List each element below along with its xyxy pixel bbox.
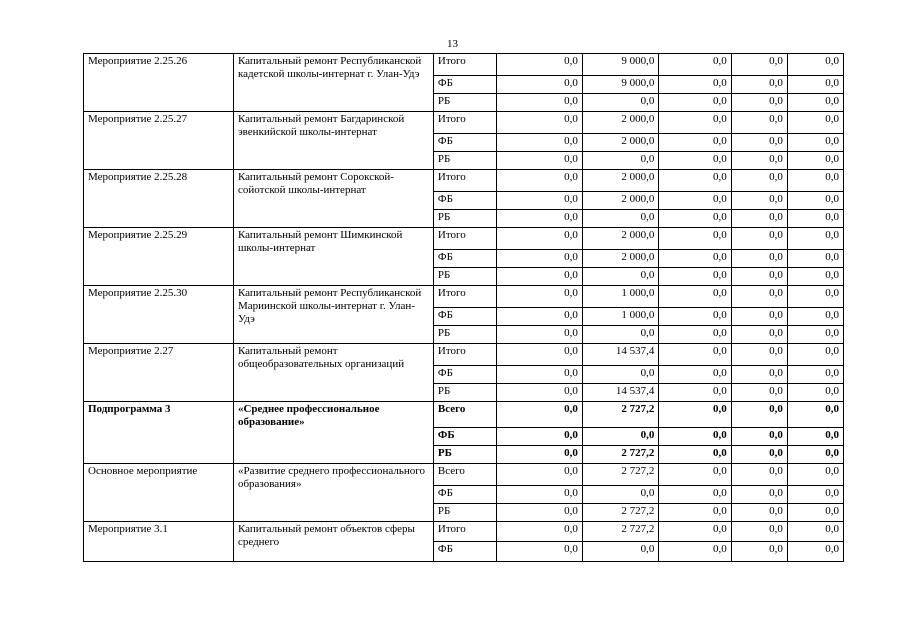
funding-type: ФБ (433, 134, 496, 152)
amount-cell: 0,0 (497, 250, 583, 268)
amount-cell: 0,0 (787, 464, 843, 486)
amount-cell: 14 537,4 (582, 384, 659, 402)
row-label: Подпрограмма 3 (84, 402, 234, 464)
amount-cell: 2 000,0 (582, 170, 659, 192)
amount-cell: 0,0 (787, 326, 843, 344)
amount-cell: 0,0 (497, 428, 583, 446)
amount-cell: 0,0 (497, 192, 583, 210)
funding-type: Итого (433, 170, 496, 192)
amount-cell: 0,0 (497, 152, 583, 170)
funding-type: ФБ (433, 486, 496, 504)
amount-cell: 0,0 (731, 366, 787, 384)
funding-type: ФБ (433, 542, 496, 562)
amount-cell: 2 000,0 (582, 134, 659, 152)
funding-type: РБ (433, 326, 496, 344)
amount-cell: 2 727,2 (582, 402, 659, 428)
amount-cell: 0,0 (731, 54, 787, 76)
amount-cell: 0,0 (787, 486, 843, 504)
amount-cell: 0,0 (731, 446, 787, 464)
amount-cell: 0,0 (659, 286, 731, 308)
amount-cell: 2 727,2 (582, 522, 659, 542)
amount-cell: 0,0 (659, 210, 731, 228)
amount-cell: 0,0 (659, 464, 731, 486)
amount-cell: 0,0 (787, 308, 843, 326)
row-description: Капитальный ремонт объектов сферы среднего (233, 522, 433, 562)
amount-cell: 0,0 (787, 250, 843, 268)
table-body (84, 54, 844, 562)
row-label: Мероприятие 2.25.28 (84, 170, 234, 228)
amount-cell: 0,0 (731, 344, 787, 366)
amount-cell: 0,0 (582, 326, 659, 344)
table-row (84, 54, 844, 76)
amount-cell: 0,0 (787, 152, 843, 170)
amount-cell: 0,0 (659, 384, 731, 402)
amount-cell: 0,0 (787, 134, 843, 152)
amount-cell: 0,0 (731, 522, 787, 542)
amount-cell: 0,0 (787, 366, 843, 384)
amount-cell: 0,0 (787, 170, 843, 192)
row-description: Капитальный ремонт общеобразовательных организаций (233, 344, 433, 402)
amount-cell: 2 000,0 (582, 112, 659, 134)
amount-cell: 0,0 (497, 308, 583, 326)
funding-type: Итого (433, 112, 496, 134)
amount-cell: 0,0 (659, 152, 731, 170)
amount-cell: 0,0 (659, 112, 731, 134)
amount-cell: 0,0 (787, 54, 843, 76)
funding-type: Итого (433, 54, 496, 76)
amount-cell: 0,0 (731, 268, 787, 286)
amount-cell: 0,0 (787, 384, 843, 402)
row-label: Мероприятие 3.1 (84, 522, 234, 562)
amount-cell: 0,0 (787, 228, 843, 250)
amount-cell: 0,0 (659, 542, 731, 562)
amount-cell: 0,0 (497, 522, 583, 542)
funding-type: РБ (433, 210, 496, 228)
amount-cell: 0,0 (497, 94, 583, 112)
amount-cell: 0,0 (731, 402, 787, 428)
amount-cell: 0,0 (787, 344, 843, 366)
row-label: Мероприятие 2.25.27 (84, 112, 234, 170)
amount-cell: 0,0 (497, 268, 583, 286)
funding-type: ФБ (433, 250, 496, 268)
amount-cell: 0,0 (787, 446, 843, 464)
amount-cell: 0,0 (787, 522, 843, 542)
amount-cell: 0,0 (731, 486, 787, 504)
table-row (84, 402, 844, 428)
page-number: 13 (447, 38, 458, 50)
amount-cell: 0,0 (497, 326, 583, 344)
funding-type: РБ (433, 152, 496, 170)
amount-cell: 0,0 (731, 286, 787, 308)
amount-cell: 0,0 (659, 228, 731, 250)
amount-cell: 0,0 (787, 76, 843, 94)
row-description: Капитальный ремонт Шимкинской школы-интернат (233, 228, 433, 286)
amount-cell: 0,0 (497, 504, 583, 522)
funding-type: Итого (433, 522, 496, 542)
amount-cell: 0,0 (659, 428, 731, 446)
amount-cell: 0,0 (582, 542, 659, 562)
amount-cell: 9 000,0 (582, 54, 659, 76)
amount-cell: 2 727,2 (582, 504, 659, 522)
funding-type: РБ (433, 384, 496, 402)
amount-cell: 0,0 (659, 250, 731, 268)
amount-cell: 2 000,0 (582, 228, 659, 250)
row-label: Мероприятие 2.25.30 (84, 286, 234, 344)
funding-type: Всего (433, 464, 496, 486)
amount-cell: 0,0 (659, 54, 731, 76)
amount-cell: 0,0 (787, 428, 843, 446)
funding-type: РБ (433, 268, 496, 286)
amount-cell: 0,0 (497, 384, 583, 402)
row-description: Капитальный ремонт Сорокской-сойотской школы-интернат (233, 170, 433, 228)
amount-cell: 0,0 (582, 210, 659, 228)
amount-cell: 0,0 (582, 428, 659, 446)
row-description: Капитальный ремонт Республиканской Мариинской школы-интернат г. Улан-Удэ (233, 286, 433, 344)
funding-type: Всего (433, 402, 496, 428)
amount-cell: 0,0 (731, 192, 787, 210)
amount-cell: 0,0 (659, 344, 731, 366)
amount-cell: 0,0 (787, 542, 843, 562)
amount-cell: 0,0 (731, 504, 787, 522)
row-description: Капитальный ремонт Багдаринской эвенкийской школы-интернат (233, 112, 433, 170)
table-row (84, 522, 844, 542)
amount-cell: 0,0 (731, 228, 787, 250)
amount-cell: 0,0 (659, 446, 731, 464)
amount-cell: 0,0 (787, 94, 843, 112)
amount-cell: 1 000,0 (582, 286, 659, 308)
amount-cell: 0,0 (582, 486, 659, 504)
amount-cell: 0,0 (659, 308, 731, 326)
amount-cell: 0,0 (731, 210, 787, 228)
amount-cell: 0,0 (787, 210, 843, 228)
amount-cell: 0,0 (659, 486, 731, 504)
amount-cell: 0,0 (787, 192, 843, 210)
amount-cell: 0,0 (731, 250, 787, 268)
amount-cell: 0,0 (497, 486, 583, 504)
amount-cell: 0,0 (787, 504, 843, 522)
amount-cell: 0,0 (731, 134, 787, 152)
amount-cell: 0,0 (659, 76, 731, 94)
table-row (84, 286, 844, 308)
amount-cell: 2 727,2 (582, 446, 659, 464)
amount-cell: 0,0 (731, 112, 787, 134)
amount-cell: 0,0 (497, 402, 583, 428)
amount-cell: 0,0 (659, 504, 731, 522)
amount-cell: 0,0 (659, 268, 731, 286)
amount-cell: 14 537,4 (582, 344, 659, 366)
amount-cell: 0,0 (731, 464, 787, 486)
amount-cell: 0,0 (731, 308, 787, 326)
funding-type: ФБ (433, 192, 496, 210)
funding-type: Итого (433, 344, 496, 366)
amount-cell: 0,0 (497, 76, 583, 94)
amount-cell: 0,0 (731, 76, 787, 94)
amount-cell: 0,0 (497, 464, 583, 486)
amount-cell: 0,0 (659, 192, 731, 210)
amount-cell: 0,0 (659, 134, 731, 152)
funding-type: ФБ (433, 428, 496, 446)
amount-cell: 0,0 (497, 112, 583, 134)
amount-cell: 0,0 (731, 384, 787, 402)
amount-cell: 0,0 (659, 402, 731, 428)
amount-cell: 0,0 (582, 268, 659, 286)
row-description: «Развитие среднего профессионального образования» (233, 464, 433, 522)
amount-cell: 0,0 (497, 344, 583, 366)
row-description: Капитальный ремонт Республиканской кадетской школы-интернат г. Улан-Удэ (233, 54, 433, 112)
funding-type: ФБ (433, 76, 496, 94)
amount-cell: 0,0 (582, 94, 659, 112)
amount-cell: 2 000,0 (582, 250, 659, 268)
amount-cell: 0,0 (659, 522, 731, 542)
amount-cell: 0,0 (497, 170, 583, 192)
row-label: Мероприятие 2.25.26 (84, 54, 234, 112)
amount-cell: 0,0 (497, 542, 583, 562)
table-row (84, 228, 844, 250)
funding-type: РБ (433, 446, 496, 464)
amount-cell: 0,0 (659, 366, 731, 384)
row-label: Мероприятие 2.25.29 (84, 228, 234, 286)
amount-cell: 0,0 (497, 210, 583, 228)
amount-cell: 0,0 (731, 94, 787, 112)
amount-cell: 2 000,0 (582, 192, 659, 210)
table-row (84, 344, 844, 366)
amount-cell: 0,0 (731, 542, 787, 562)
table-row (84, 464, 844, 486)
amount-cell: 0,0 (787, 112, 843, 134)
row-label: Мероприятие 2.27 (84, 344, 234, 402)
funding-type: РБ (433, 504, 496, 522)
amount-cell: 0,0 (787, 268, 843, 286)
amount-cell: 0,0 (731, 326, 787, 344)
amount-cell: 0,0 (659, 94, 731, 112)
row-description: «Среднее профессиональное образование» (233, 402, 433, 464)
amount-cell: 0,0 (497, 286, 583, 308)
amount-cell: 0,0 (731, 428, 787, 446)
amount-cell: 0,0 (497, 228, 583, 250)
funding-type: РБ (433, 94, 496, 112)
table-row (84, 170, 844, 192)
amount-cell: 0,0 (497, 366, 583, 384)
amount-cell: 0,0 (731, 170, 787, 192)
row-label: Основное мероприятие (84, 464, 234, 522)
table-row (84, 112, 844, 134)
amount-cell: 0,0 (659, 170, 731, 192)
amount-cell: 0,0 (731, 152, 787, 170)
amount-cell: 0,0 (787, 286, 843, 308)
funding-type: Итого (433, 286, 496, 308)
amount-cell: 0,0 (787, 402, 843, 428)
amount-cell: 0,0 (582, 152, 659, 170)
funding-type: ФБ (433, 366, 496, 384)
amount-cell: 9 000,0 (582, 76, 659, 94)
amount-cell: 2 727,2 (582, 464, 659, 486)
amount-cell: 1 000,0 (582, 308, 659, 326)
amount-cell: 0,0 (497, 446, 583, 464)
funding-type: Итого (433, 228, 496, 250)
amount-cell: 0,0 (582, 366, 659, 384)
budget-table (83, 53, 844, 562)
amount-cell: 0,0 (659, 326, 731, 344)
funding-type: ФБ (433, 308, 496, 326)
amount-cell: 0,0 (497, 134, 583, 152)
amount-cell: 0,0 (497, 54, 583, 76)
